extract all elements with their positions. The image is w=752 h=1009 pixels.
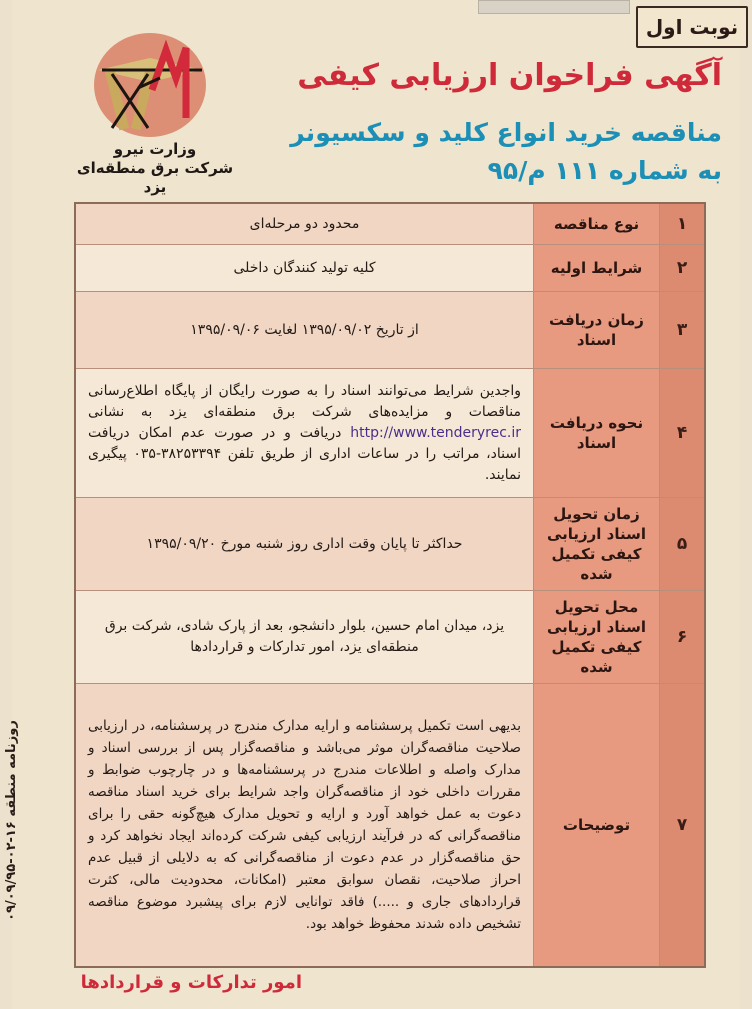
table-row xyxy=(76,498,704,591)
row-number: ۲ xyxy=(659,245,704,291)
table-row xyxy=(76,245,704,292)
row-value xyxy=(76,369,533,497)
table-row xyxy=(76,369,704,498)
document-instructions-text: واجدین شرایط می‌توانند اسناد را به صورت رایگان از پایگاه اطلاع‌رسانی مناقصات و مزایده‌های شرکت برق منطقه‌ای یزد به نشانی xyxy=(88,382,521,420)
round-badge xyxy=(636,6,748,48)
row-label: زمان تحویل اسناد ارزیابی کیفی تکمیل شده xyxy=(533,498,659,590)
top-clipping-tag xyxy=(478,0,630,14)
tavanir-logo-icon xyxy=(90,30,210,140)
table-row xyxy=(76,684,704,966)
newspaper-side-strip xyxy=(0,640,22,1000)
row-label: نوع مناقصه xyxy=(533,204,659,244)
row-label: نحوه دریافت اسناد xyxy=(533,369,659,497)
newspaper-side-text: روزنامه منطقه ۱۶-۰۲-۰۹/۰۹/۹۵ xyxy=(3,719,19,921)
page-title: آگهی فراخوان ارزیابی کیفی xyxy=(297,58,722,93)
tender-subject: مناقصه خرید انواع کلید و سکسیونر xyxy=(290,118,722,147)
row-label: توضیحات xyxy=(533,684,659,966)
row-value: کلیه تولید کنندگان داخلی xyxy=(76,245,533,291)
row-number: ۱ xyxy=(659,204,704,244)
row-number: ۶ xyxy=(659,591,704,683)
row-label: زمان دریافت اسناد xyxy=(533,292,659,368)
document-instructions-text-end: دریافت و در صورت عدم امکان دریافت اسناد، مراتب را در ساعات اداری از طریق تلفن ۳۸۲۵۳۳۹۴-۰۳۵ پیگیری نمایند. xyxy=(88,424,521,483)
row-value: از تاریخ ۱۳۹۵/۰۹/۰۲ لغایت ۱۳۹۵/۰۹/۰۶ xyxy=(76,292,533,368)
row-number: ۷ xyxy=(659,684,704,966)
tender-details-table xyxy=(74,202,706,968)
row-label: شرایط اولیه xyxy=(533,245,659,291)
company-name: شرکت برق منطقه‌ای یزد xyxy=(76,159,234,196)
table-row xyxy=(76,204,704,245)
organization-block xyxy=(70,140,240,197)
tender-website-link[interactable]: http://www.tenderyrec.ir xyxy=(350,424,522,441)
row-value: محدود دو مرحله‌ای xyxy=(76,204,533,244)
row-value: بدیهی است تکمیل پرسشنامه و ارایه مدارک مندرج در پرسشنامه، در ارزیابی صلاحیت مناقصه‌گران موثر می‌باشد و مناقصه‌گزار پس از بررسی اسناد و مدارک واصله و اطلاعات مندرج در پرسشنامه‌ها و در چارچوب ضوابط و مقررات داخلی خود از مناقصه‌گران واجد شرایط برای خرید اسناد مناقصه دعوت به عمل خواهد آورد و ارایه و تحویل مدارک هیچ‌گونه حقی را برای مناقصه‌گرانی که در فرآیند ارزیابی کیفی شرکت کرده‌اند ایجاد نخواهد کرد و حق مناقصه‌گزار در عدم دعوت از مناقصه‌گرانی که به دلایلی از قبیل عدم احراز صلاحیت، نقصان سوابق معتبر (امکانات، محدودیت مالی، کثرت قراردادهای جاری و .....) فاقد توانایی لازم برای پیشبرد موضوع مناقصه تشخیص داده شدند محفوظ خواهد بود. xyxy=(76,684,533,966)
row-number: ۴ xyxy=(659,369,704,497)
row-value: حداکثر تا پایان وقت اداری روز شنبه مورخ ۱۳۹۵/۰۹/۲۰ xyxy=(76,498,533,590)
row-number: ۵ xyxy=(659,498,704,590)
row-number: ۳ xyxy=(659,292,704,368)
row-value: یزد، میدان امام حسین، بلوار دانشجو، بعد از پارک شادی، شرکت برق منطقه‌ای یزد، امور تدارکات و قراردادها xyxy=(76,591,533,683)
tender-number: به شماره ۱۱۱ م/۹۵ xyxy=(487,156,722,185)
ministry-name: وزارت نیرو xyxy=(113,140,197,158)
table-row xyxy=(76,292,704,369)
footer-department: امور تدارکات و قراردادها xyxy=(80,972,302,993)
row-label: محل تحویل اسناد ارزیابی کیفی تکمیل شده xyxy=(533,591,659,683)
table-row xyxy=(76,591,704,684)
round-badge-label: نوبت اول xyxy=(645,15,739,39)
tender-subtitle xyxy=(252,114,722,190)
